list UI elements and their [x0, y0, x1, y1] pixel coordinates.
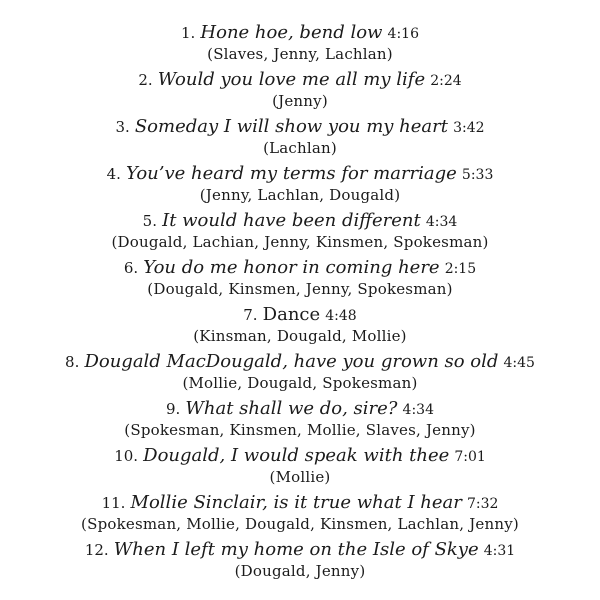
- track-title-line: [0, 493, 600, 514]
- track-credits: (Spokesman, Kinsmen, Mollie, Slaves, Jenny): [124, 421, 476, 439]
- track-credits: (Jenny, Lachlan, Dougald): [199, 186, 401, 204]
- track-number: 12.: [84, 541, 109, 559]
- track-duration: 3:42: [453, 120, 485, 136]
- track-title: You’ve heard my terms for marriage: [126, 163, 457, 184]
- track-item: [0, 70, 600, 111]
- track-title: Someday I will show you my heart: [134, 116, 448, 137]
- track-title-line: [0, 446, 600, 467]
- track-title-line: [0, 305, 600, 326]
- track-item: [0, 540, 600, 581]
- track-title: What shall we do, sire?: [185, 398, 398, 419]
- track-credits: (Mollie): [269, 468, 331, 486]
- track-number: 8.: [65, 353, 80, 371]
- track-duration: 7:01: [454, 449, 486, 465]
- track-duration: 5:33: [461, 167, 494, 183]
- track-number: 10.: [114, 447, 139, 465]
- track-duration: 2:24: [430, 73, 462, 89]
- track-duration: 4:48: [325, 308, 357, 324]
- track-credits: (Lachlan): [263, 139, 337, 157]
- track-duration: 4:16: [387, 26, 419, 42]
- track-credits: (Mollie, Dougald, Spokesman): [182, 374, 418, 392]
- track-title-line: [0, 540, 600, 561]
- track-credits: (Dougald, Kinsmen, Jenny, Spokesman): [147, 280, 453, 298]
- track-item: [0, 258, 600, 299]
- track-duration: 4:31: [483, 543, 516, 559]
- track-credits: (Spokesman, Mollie, Dougald, Kinsmen, Lachlan, Jenny): [81, 515, 519, 533]
- track-credits: (Dougald, Jenny): [234, 562, 366, 580]
- track-number: 1.: [181, 24, 196, 42]
- track-title: Dance: [262, 304, 321, 325]
- track-number: 9.: [165, 400, 181, 418]
- track-item: [0, 23, 600, 64]
- track-item: [0, 446, 600, 487]
- track-number: 4.: [106, 165, 121, 183]
- track-title-line: [0, 399, 600, 420]
- track-item: [0, 164, 600, 205]
- track-title: Hone hoe, bend low: [200, 22, 383, 43]
- track-duration: 4:34: [402, 402, 434, 418]
- track-number: 3.: [115, 118, 130, 136]
- track-title-line: [0, 70, 600, 91]
- track-credits: (Slaves, Jenny, Lachlan): [207, 45, 393, 63]
- track-item: [0, 117, 600, 158]
- track-number: 6.: [123, 259, 139, 277]
- track-item: [0, 305, 600, 346]
- track-title: When I left my home on the Isle of Skye: [113, 539, 479, 560]
- track-credits: (Jenny): [272, 92, 328, 110]
- track-title-line: [0, 23, 600, 44]
- track-title-line: [0, 117, 600, 138]
- track-credits: (Dougald, Lachian, Jenny, Kinsmen, Spokesman): [111, 233, 489, 251]
- track-number: 5.: [142, 212, 157, 230]
- track-title-line: [0, 164, 600, 185]
- track-number: 2.: [138, 71, 153, 89]
- track-title-line: [0, 258, 600, 279]
- track-duration: 7:32: [466, 496, 499, 512]
- track-title: It would have been different: [162, 210, 421, 231]
- track-title: Mollie Sinclair, is it true what I hear: [130, 492, 462, 513]
- track-item: [0, 493, 600, 534]
- track-title: You do me honor in coming here: [143, 257, 440, 278]
- track-title-line: [0, 352, 600, 373]
- track-item: [0, 352, 600, 393]
- track-title-line: [0, 211, 600, 232]
- track-credits: (Kinsman, Dougald, Mollie): [193, 327, 407, 345]
- track-number: 7.: [243, 306, 258, 324]
- track-title: Would you love me all my life: [157, 69, 426, 90]
- track-duration: 2:15: [444, 261, 477, 277]
- track-item: [0, 399, 600, 440]
- track-duration: 4:34: [425, 214, 458, 230]
- track-title: Dougald, I would speak with thee: [143, 445, 450, 466]
- track-item: [0, 211, 600, 252]
- track-number: 11.: [101, 494, 126, 512]
- track-title: Dougald MacDougald, have you grown so old: [84, 351, 499, 372]
- track-duration: 4:45: [503, 355, 535, 371]
